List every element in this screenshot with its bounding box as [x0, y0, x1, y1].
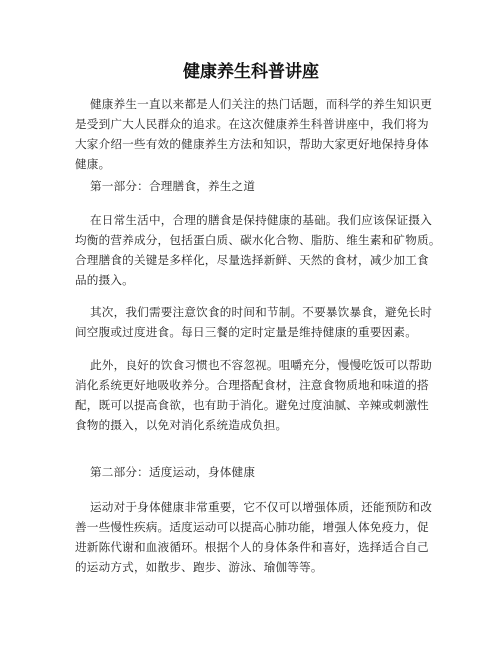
document-title: 健康养生科普讲座	[183, 62, 319, 82]
paragraph-line: 进新陈代谢和血液循环。根据个人的身体条件和喜好，选择适合自己	[75, 540, 429, 554]
meal-timing-paragraph	[75, 302, 445, 342]
paragraph-line: 其次，我们需要注意饮食的时间和节制。不要暴饮暴食，避免长时	[90, 305, 433, 319]
eating-habits-paragraph	[75, 355, 445, 435]
paragraph-line: 间空腹或过度进食。每日三餐的定时定量是维持健康的重要因素。	[75, 325, 418, 339]
section-heading-diet	[75, 176, 445, 196]
paragraph-line: 在日常生活中，合理的膳食是保持健康的基础。我们应该保证摄入	[90, 213, 433, 227]
paragraph-line: 品的摄入。	[75, 273, 134, 287]
paragraph-line: 大家介绍一些有效的健康养生方法和知识，帮助大家更好地保持身体	[75, 137, 429, 151]
paragraph-line: 此外，良好的饮食习惯也不容忽视。咀嚼充分，慢慢吃饭可以帮助	[90, 358, 433, 372]
paragraph-line: 配，既可以提高食欲，也有助于消化。避免过度油腻、辛辣或刺激性	[75, 398, 429, 412]
paragraph-line: 善一些慢性疾病。适度运动可以提高心肺功能，增强人体免疫力，促	[75, 520, 429, 534]
paragraph-line: 合理膳食的关键是多样化，尽量选择新鲜、天然的食材，减少加工食	[75, 253, 429, 267]
paragraph-line: 运动对于身体健康非常重要，它不仅可以增强体质，还能预防和改	[90, 500, 433, 514]
section-heading-text: 第二部分：适度运动，身体健康	[90, 465, 256, 479]
exercise-paragraph	[75, 497, 445, 577]
diet-paragraph	[75, 210, 445, 290]
paragraph-line: 的运动方式，如散步、跑步、游泳、瑜伽等等。	[75, 560, 323, 574]
paragraph-line: 健康。	[75, 157, 111, 171]
paragraph-line: 食物的摄入，以免对消化系统造成负担。	[75, 418, 288, 432]
section-heading-exercise	[75, 462, 445, 482]
paragraph-line: 健康养生一直以来都是人们关注的热门话题，而科学的养生知识更	[90, 97, 433, 111]
intro-paragraph	[75, 94, 445, 174]
paragraph-line: 是受到广大人民群众的追求。在这次健康养生科普讲座中，我们将为	[75, 117, 429, 131]
paragraph-line: 均衡的营养成分，包括蛋白质、碳水化合物、脂肪、维生素和矿物质。	[75, 233, 441, 247]
paragraph-line: 消化系统更好地吸收养分。合理搭配食材，注意食物质地和味道的搭	[75, 378, 429, 392]
section-heading-text: 第一部分：合理膳食，养生之道	[90, 179, 256, 193]
